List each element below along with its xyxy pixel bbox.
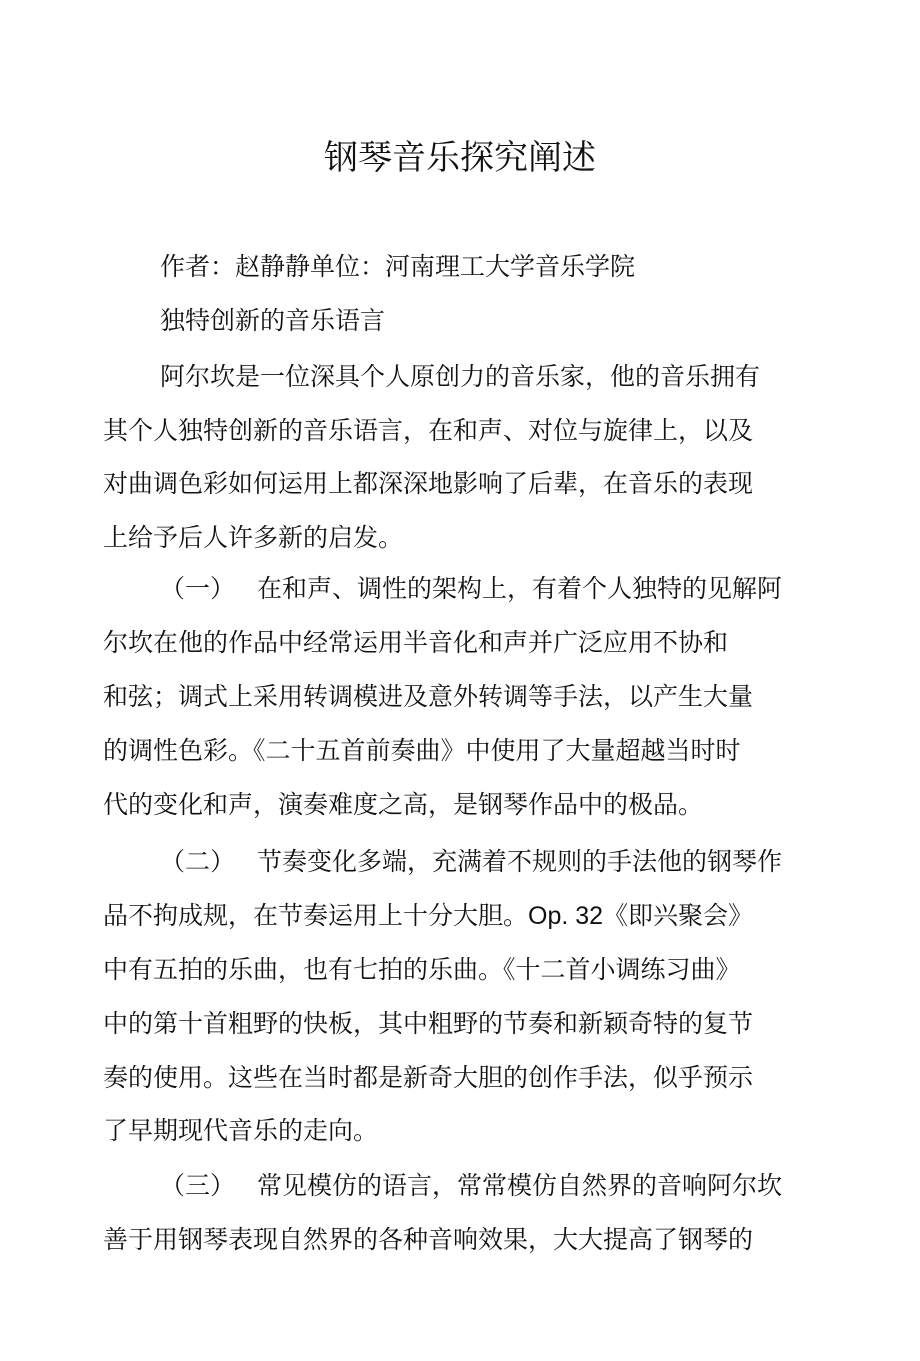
paragraph-line: 品不拘成规，在节奏运用上十分大胆。Op. 32《即兴聚会》 [103, 902, 754, 930]
paragraph-line: 上给予后人许多新的启发。 [103, 524, 404, 552]
paragraph-line: 和弦；调式上采用转调模进及意外转调等手法，以产生大量 [103, 683, 754, 711]
paragraph-line [160, 572, 782, 606]
paragraph-line: 其个人独特创新的音乐语言，在和声、对位与旋律上，以及 [103, 417, 754, 445]
list-marker: （二） [160, 848, 236, 876]
line-text: 常见模仿的语言，常常模仿自然界的音响阿尔坎 [257, 1172, 783, 1200]
list-marker: （三） [160, 1172, 236, 1200]
paragraph-line: 中的第十首粗野的快板，其中粗野的节奏和新颖奇特的复节 [103, 1010, 754, 1038]
paragraph-line: 代的变化和声，演奏难度之高，是钢琴作品中的极品。 [103, 791, 704, 819]
byline: 作者：赵静静单位：河南理工大学音乐学院 [160, 253, 636, 281]
paragraph-line [160, 1169, 782, 1203]
paragraph-line: 了早期现代音乐的走向。 [103, 1117, 379, 1145]
line-text: 节奏变化多端，充满着不规则的手法他的钢琴作 [257, 848, 783, 876]
paragraph-line: 阿尔坎是一位深具个人原创力的音乐家，他的音乐拥有 [160, 363, 761, 391]
section-heading: 独特创新的音乐语言 [160, 307, 386, 335]
paragraph-line: 奏的使用。这些在当时都是新奇大胆的创作手法，似乎预示 [103, 1064, 754, 1092]
paragraph-line: 尔坎在他的作品中经常运用半音化和声并广泛应用不协和 [103, 629, 729, 657]
paragraph-line: 善于用钢琴表现自然界的各种音响效果，大大提高了钢琴的 [103, 1226, 754, 1254]
line-text: 在和声、调性的架构上，有着个人独特的见解阿 [257, 575, 783, 603]
list-marker: （一） [160, 575, 236, 603]
document-title: 钢琴音乐探究阐述 [324, 139, 596, 177]
paragraph-line: 对曲调色彩如何运用上都深深地影响了后辈，在音乐的表现 [103, 470, 754, 498]
paragraph-line: 中有五拍的乐曲，也有七拍的乐曲。《十二首小调练习曲》 [103, 956, 741, 984]
paragraph-line: 的调性色彩。《二十五首前奏曲》中使用了大量超越当时时 [103, 737, 741, 765]
paragraph-line [160, 845, 782, 879]
